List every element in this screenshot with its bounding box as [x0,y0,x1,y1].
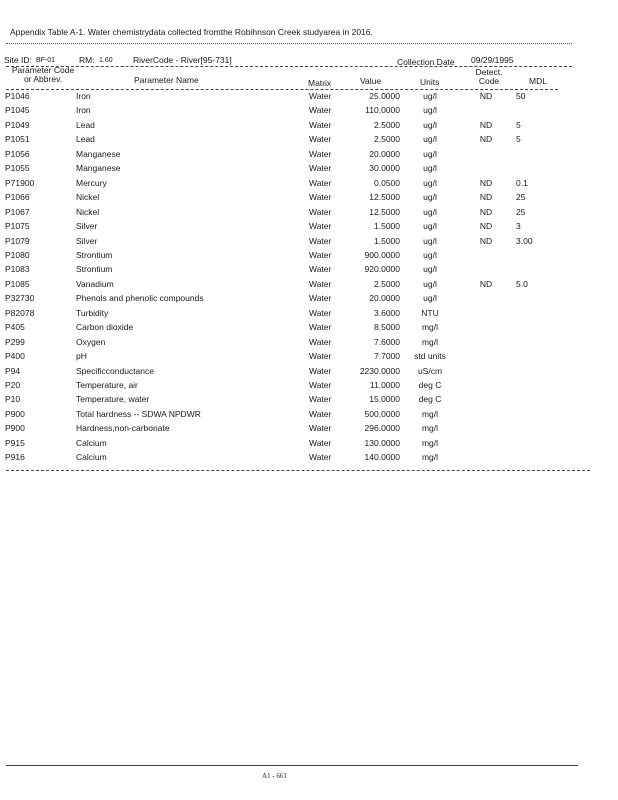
row-units: ug/l [423,293,437,304]
row-matrix: Water [309,192,332,203]
row-units: ug/l [423,148,437,159]
row-units: mg/l [421,408,439,419]
table-title: Appendix Table A-1. Water chemistrydata collected fromthe Robihnson Creek studyarea in 2016. [10,27,373,37]
row-detect-code: ND [479,235,493,246]
row-matrix: Water [309,423,332,434]
row-code: P900 [5,423,25,434]
row-code: P1055 [5,163,30,174]
col-header-detect-line2: Code [478,76,500,86]
table-row [0,91,618,105]
row-units: std units [414,351,446,362]
row-detect-code: ND [479,134,493,145]
row-matrix: Water [309,307,332,318]
row-value: 25.0000 [369,91,400,101]
row-parameter-name: Total hardness -- SDWA NPDWR [76,408,201,419]
row-code: P916 [5,452,25,463]
table-row [0,105,618,119]
table-row [0,322,618,336]
row-units: ug/l [423,163,437,174]
row-code: P1079 [5,235,30,246]
row-units: mg/l [421,322,439,333]
rm-label: RM: [79,55,95,65]
row-value: 7.7000 [374,351,400,362]
col-header-value: Value [360,76,382,86]
row-code: P1066 [5,192,30,203]
row-units: ug/l [423,278,437,289]
row-parameter-name: Calcium [76,437,107,448]
footer-rule [6,765,578,766]
collection-date-label: Collection Date [397,57,455,67]
row-parameter-name: Specificconductance [76,365,154,376]
row-code: P1045 [5,105,30,116]
table-row [0,394,618,408]
col-header-mdl: MDL [529,76,547,86]
table-row [0,308,618,322]
row-code: P10 [5,394,21,405]
collection-date-value: 09/29/1995 [471,55,514,65]
row-parameter-name: Hardness,non-carbonate [76,423,170,434]
row-parameter-name: Nickel [76,206,100,217]
row-mdl: 5.0 [516,278,528,289]
row-value: 11.0000 [369,380,400,390]
table-row [0,192,618,206]
row-units: ug/l [423,134,437,145]
table-row [0,264,618,278]
row-code: P1046 [5,91,30,101]
row-mdl: 5 [516,134,521,145]
row-value: 1.5000 [374,221,400,232]
row-mdl: 5 [516,119,521,130]
row-value: 900.0000 [364,249,400,260]
row-value: 130.0000 [364,437,400,448]
row-parameter-name: Iron [76,91,91,101]
row-value: 12.5000 [369,206,400,217]
row-value: 140.0000 [364,452,400,463]
row-mdl: 3 [516,221,521,232]
row-matrix: Water [309,351,332,362]
row-mdl: 50 [516,91,526,101]
row-value: 296.0000 [364,423,400,434]
row-parameter-name: Lead [76,119,95,130]
row-code: P1049 [5,119,30,130]
col-header-units: Units [420,77,440,87]
row-value: 1.5000 [374,235,400,246]
row-value: 3.6000 [374,307,400,318]
row-value: 2.5000 [374,134,400,145]
row-matrix: Water [309,293,332,304]
table-row [0,351,618,365]
row-matrix: Water [309,249,332,260]
table-row [0,293,618,307]
table-row [0,423,618,437]
table-row [0,120,618,134]
row-detect-code: ND [479,206,493,217]
row-units: deg C [418,380,442,390]
rm-value: 1.60 [99,57,113,64]
row-parameter-name: pH [76,351,87,362]
row-value: 2.5000 [374,119,400,130]
row-value: 0.0500 [374,177,400,188]
col-header-matrix: Matrix [308,78,332,88]
row-code: P1083 [5,264,30,275]
row-units: ug/l [423,264,437,275]
row-parameter-name: Temperature, water [76,394,150,405]
row-value: 2.5000 [374,278,400,289]
row-matrix: Water [309,206,332,217]
row-parameter-name: Strontium [76,249,113,260]
table-end-divider [6,470,590,471]
row-code: P82078 [5,307,35,318]
table-row [0,163,618,177]
row-matrix: Water [309,105,332,116]
row-mdl: 0.1 [516,177,528,188]
row-mdl: 25 [516,206,526,217]
title-divider [6,43,572,44]
row-units: mg/l [421,336,439,347]
row-parameter-name: Iron [76,105,91,116]
table-row [0,250,618,264]
row-parameter-name: Lead [76,134,95,145]
site-id-label: Site ID: [4,55,32,65]
row-value: 500.0000 [364,408,400,419]
row-matrix: Water [309,91,332,101]
row-parameter-name: Vanadium [76,278,114,289]
row-units: deg C [418,394,442,405]
row-code: P1051 [5,134,30,145]
table-row [0,380,618,394]
row-parameter-name: Phenols and phenolic compounds [76,293,204,304]
row-detect-code: ND [479,119,493,130]
row-code: P915 [5,437,25,448]
row-matrix: Water [309,148,332,159]
row-parameter-name: Nickel [76,192,100,203]
row-matrix: Water [309,452,332,463]
row-detect-code: ND [479,91,493,101]
row-code: P20 [5,380,21,390]
row-detect-code: ND [479,177,493,188]
row-units: ug/l [423,119,437,130]
col-header-code [8,66,78,84]
row-matrix: Water [309,380,332,390]
table-row [0,178,618,192]
row-code: P1067 [5,206,30,217]
row-code: P1075 [5,221,30,232]
table-row [0,207,618,221]
row-value: 20.0000 [369,293,400,304]
col-header-name: Parameter Name [134,75,199,85]
table-row [0,134,618,148]
row-value: 110.0000 [365,105,400,116]
row-parameter-name: Temperature, air [76,380,138,390]
row-value: 920.0000 [364,264,400,275]
row-value: 30.0000 [369,163,400,174]
row-matrix: Water [309,163,332,174]
row-matrix: Water [309,134,332,145]
row-detect-code: ND [479,278,493,289]
row-units: uS/cm [417,365,443,376]
row-units: ug/l [423,221,437,232]
col-header-detect [474,68,504,86]
table-row [0,149,618,163]
row-code: P900 [5,408,25,419]
row-matrix: Water [309,177,332,188]
row-matrix: Water [309,235,332,246]
header-divider-bottom [6,89,558,90]
row-value: 2230.0000 [359,365,400,376]
row-code: P400 [5,351,25,362]
row-parameter-name: Silver [76,221,98,232]
row-parameter-name: Strontium [76,264,113,275]
row-units: ug/l [423,91,437,101]
table-row [0,409,618,423]
row-matrix: Water [309,408,332,419]
row-matrix: Water [309,221,332,232]
row-parameter-name: Manganese [76,163,121,174]
row-matrix: Water [309,365,332,376]
row-parameter-name: Carbon dioxide [76,322,134,333]
row-matrix: Water [309,322,332,333]
row-parameter-name: Manganese [76,148,121,159]
table-row [0,279,618,293]
row-parameter-name: Oxygen [76,336,106,347]
row-units: mg/l [421,423,439,434]
row-parameter-name: Turbidity [76,307,109,318]
row-value: 20.0000 [369,148,400,159]
row-mdl: 25 [516,192,526,203]
table-row [0,221,618,235]
row-matrix: Water [309,336,332,347]
row-parameter-name: Calcium [76,452,107,463]
row-matrix: Water [309,278,332,289]
table-row [0,236,618,250]
row-value: 12.5000 [369,192,400,203]
col-header-detect-line1: Detect. [475,67,503,77]
row-matrix: Water [309,394,332,405]
row-units: ug/l [423,177,437,188]
row-units: ug/l [423,105,437,116]
row-code: P1056 [5,148,30,159]
row-value: 15.0000 [369,394,400,405]
row-code: P299 [5,336,25,347]
col-header-code-line1: Parameter Code [11,65,75,75]
row-matrix: Water [309,264,332,275]
row-units: ug/l [423,235,437,246]
table-row [0,337,618,351]
row-parameter-name: Silver [76,235,98,246]
row-matrix: Water [309,437,332,448]
row-units: NTU [421,307,439,318]
row-units: ug/l [423,192,437,203]
table-row [0,452,618,466]
row-code: P32730 [5,293,35,304]
row-code: P1080 [5,249,30,260]
table-row [0,366,618,380]
row-detect-code: ND [479,192,493,203]
row-code: P405 [5,322,25,333]
row-detect-code: ND [479,221,493,232]
page-number: A1 - 661 [262,772,287,780]
row-value: 7.6000 [374,336,400,347]
row-mdl: 3.00 [516,235,533,246]
col-header-code-line2: or Abbrev. [23,74,63,84]
row-value: 8.5000 [374,322,400,333]
row-units: ug/l [423,206,437,217]
river-code: RiverCode - River[95-731] [133,55,232,65]
row-matrix: Water [309,119,332,130]
row-units: mg/l [421,437,439,448]
site-id-value: BF-01 [36,57,56,64]
row-code: P1085 [5,278,30,289]
row-units: ug/l [423,249,437,260]
row-parameter-name: Mercury [76,177,107,188]
row-units: mg/l [421,452,439,463]
row-code: P71900 [5,177,35,188]
table-row [0,438,618,452]
row-code: P94 [5,365,21,376]
